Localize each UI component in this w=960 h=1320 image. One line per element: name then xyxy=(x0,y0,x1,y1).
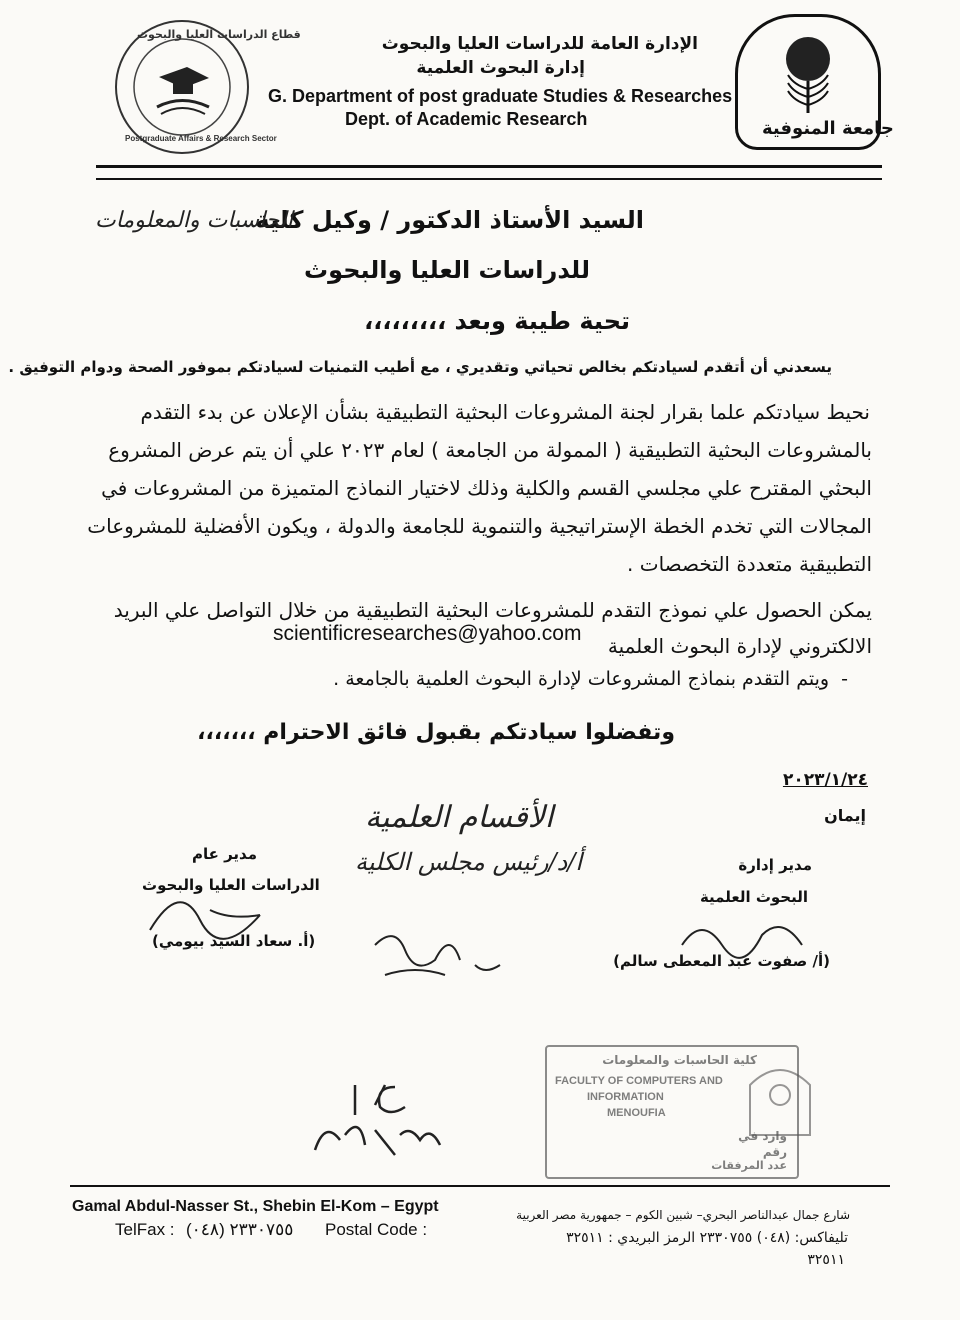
paragraph1-line5: التطبيقية متعددة التخصصات . xyxy=(627,552,872,576)
seal-text-en: Postgraduate Affairs & Research Sector xyxy=(125,134,277,143)
footer-telfax-label: TelFax : xyxy=(115,1220,175,1239)
paragraph1-line1: نحيط سيادتكم علما بقرار لجنة المشروعات البحثية التطبيقية بشأن الإعلان عن بدء التقدم xyxy=(140,400,870,424)
addressee-line2: للدراسات العليا والبحوث xyxy=(304,256,590,284)
stamp-line7: عدد المرفقات xyxy=(711,1159,787,1172)
header-divider-thin xyxy=(96,178,882,180)
right-signatory-title1: مدير إدارة xyxy=(738,856,812,874)
right-signatory-title2: البحوث العلمية xyxy=(699,888,808,906)
handwritten-note2: أ/د/رئيس مجلس الكلية xyxy=(355,848,583,876)
greeting: تحية طيبة وبعد ،،،،،،،،، xyxy=(364,307,630,335)
handwritten-signature-middle xyxy=(355,905,535,995)
header-ar-line1: الإدارة العامة للدراسات العليا والبحوث xyxy=(381,34,698,54)
footer-address-en: Gamal Abdul-Nasser St., Shebin El-Kom – Egypt xyxy=(72,1198,439,1215)
postgraduate-sector-seal xyxy=(115,20,301,154)
menoufia-university-logo xyxy=(735,14,894,150)
header-ar-line2: إدارة البحوث العلمية xyxy=(416,58,585,78)
paragraph1-line3: البحثي المقترح علي مجلسي القسم والكلية وذلك لاختيار النماذج المتميزة من المشروعات في xyxy=(101,476,872,500)
bullet-dash: - xyxy=(829,668,848,690)
intro-line: يسعدني أن أتقدم لسيادتكم بخالص تحياتي وتقديري ، مع أطيب التمنيات لسيادتكم بموفور الصحة ودوام التوفيق . xyxy=(8,358,832,376)
stamp-line5: وارد في xyxy=(738,1129,787,1143)
left-signatory-name: (أ. سعاد السيد بيومي) xyxy=(152,932,316,950)
paragraph1-line2: بالمشروعات البحثية التطبيقية ( الممولة من الجامعة ) لعام ٢٠٢٣ علي أن يتم عرض المشروع xyxy=(108,438,872,462)
closing-line: وتفضلوا سيادتكم بقبول فائق الاحترام ،،،،،،، xyxy=(197,720,675,745)
stamp-line1: كلية الحاسبات والمعلومات xyxy=(602,1053,757,1067)
stamp-line4: MENOUFIA xyxy=(607,1107,666,1119)
handwritten-reference-number xyxy=(305,1075,445,1165)
footer-postal-ar: ٣٢٥١١ xyxy=(807,1252,845,1268)
letter-date: ٢٠٢٣/١/٢٤ xyxy=(782,770,868,790)
paragraph2-line2: الالكتروني لإدارة البحوث العلمية xyxy=(607,634,872,658)
bullet-line xyxy=(333,668,848,690)
bullet-text: ويتم التقدم بنماذج المشروعات لإدارة البحوث العلمية بالجامعة . xyxy=(333,668,830,690)
paragraph2-line1: يمكن الحصول علي نموذج التقدم للمشروعات البحثية التطبيقية من خلال التواصل علي البريد xyxy=(113,598,872,622)
addressee-line1: السيد الأستاذ الدكتور / وكيل كلية xyxy=(255,206,644,234)
paragraph1-line4: المجالات التي تخدم الخطة الإستراتيجية والتنموية للجامعة والدولة ، ويكون الأفضلية للمشروعات xyxy=(87,514,872,538)
stamp-line2: FACULTY OF COMPUTERS AND xyxy=(555,1075,723,1087)
addressee-handwritten: الحاسبات والمعلومات xyxy=(95,208,293,233)
header-divider xyxy=(96,165,882,168)
handwritten-note1: الأقسام العلمية xyxy=(365,800,554,835)
footer-address-ar: شارع جمال عبدالناصر البحري– شبين الكوم – جمهورية مصر العربية xyxy=(516,1208,850,1222)
right-signatory-name: (أ/ صفوت عبد المعطى سالم) xyxy=(613,952,830,970)
left-signatory-title1: مدير عام xyxy=(192,845,258,863)
footer-postal-en: Postal Code : xyxy=(325,1220,428,1239)
university-name: جامعة المنوفية xyxy=(762,118,894,139)
university-emblem-icon xyxy=(738,21,878,121)
stamp-line3: INFORMATION xyxy=(587,1091,664,1103)
stamp-line6: رقم xyxy=(762,1145,787,1159)
email-link[interactable]: scientificresearches@yahoo.com xyxy=(273,622,582,645)
footer-phone-ar: تليفاكس: (٠٤٨) ٢٣٣٠٧٥٥ الرمز البريدي : ٣٢٥١١ xyxy=(566,1230,848,1246)
typist-initial: إيمان xyxy=(824,806,866,825)
seal-text: قطاع الدراسات العليا والبحوث xyxy=(137,28,301,41)
graduation-cap-icon xyxy=(117,22,247,152)
left-signatory-title2: الدراسات العليا والبحوث xyxy=(142,876,320,894)
footer-divider xyxy=(70,1185,890,1187)
footer-telfax-value: (٠٤٨) ٢٣٣٠٧٥٥ xyxy=(186,1220,294,1239)
header-en-line2: Dept. of Academic Research xyxy=(345,109,588,129)
stamp-logo-icon xyxy=(740,1055,820,1145)
header-en-line1: G. Department of post graduate Studies & Researches xyxy=(268,86,733,106)
